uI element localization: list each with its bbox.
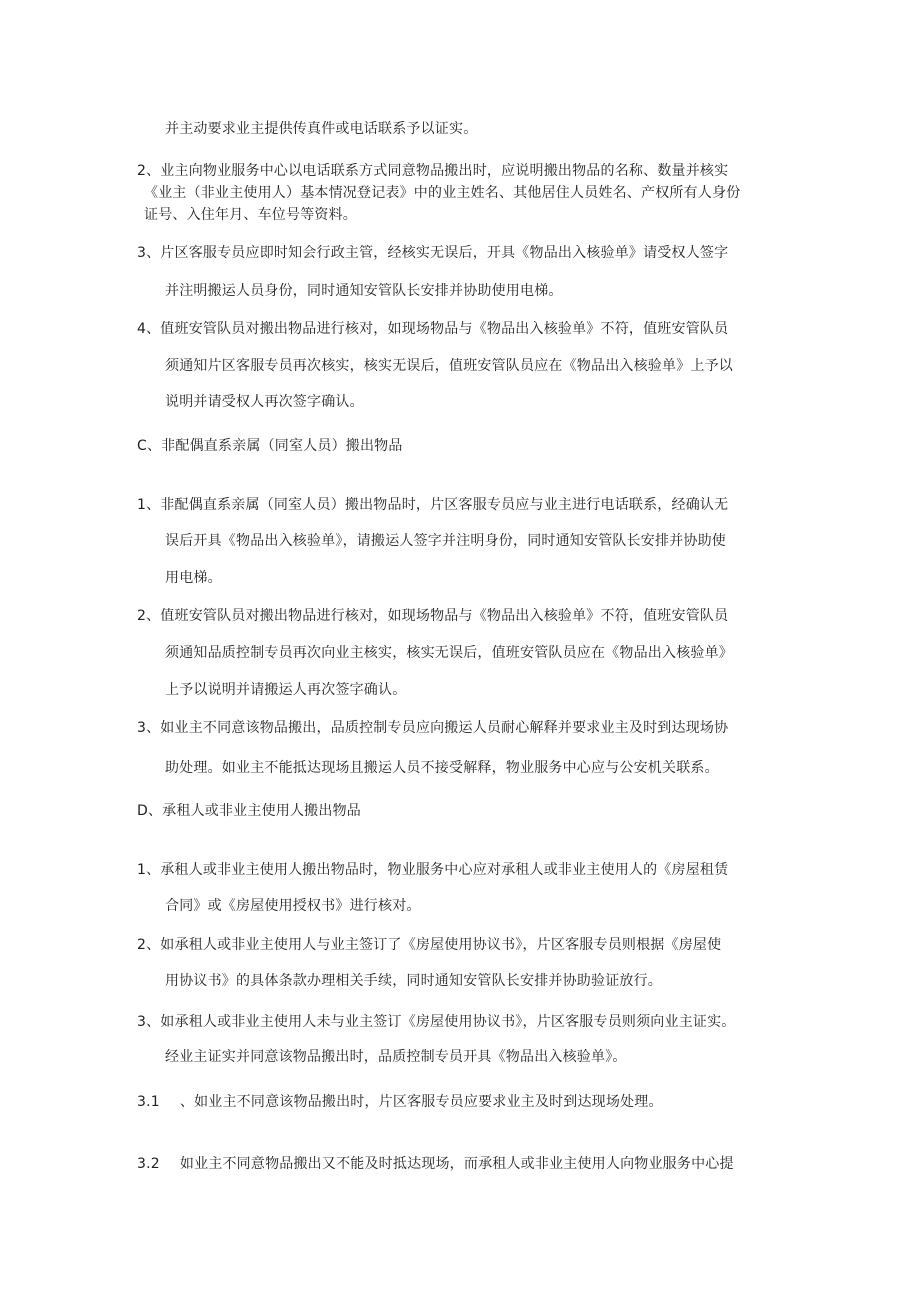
paragraph-line: 并主动要求业主提供传真件或电话联系予以证实。 [165, 121, 478, 137]
item-4-line-3: 说明并请受权人再次签字确认。 [165, 394, 364, 410]
section-d-item-2-line-1: 2、如承租人或非业主使用人与业主签订了《房屋使用协议书》，片区客服专员则根据《房屋使 [137, 937, 722, 953]
section-c-item-3-line-2: 助处理。如业主不能抵达现场且搬运人员不接受解释，物业服务中心应与公安机关联系。 [165, 760, 719, 776]
section-heading-c: C、非配偶直系亲属（同室人员）搬出物品 [137, 438, 403, 454]
item-2-line-2: 《业主（非业主使用人）基本情况登记表》中的业主姓名、其他居住人员姓名、产权所有人身份 [144, 185, 741, 201]
section-c-item-2-line-2: 须通知品质控制专员再次向业主核实，核实无误后，值班安管队员应在《物品出入核验单》 [165, 645, 733, 661]
section-d-item-1-line-2: 合同》或《房屋使用授权书》进行核对。 [165, 898, 421, 914]
subsection-3-1-number: 3.1 [137, 1094, 160, 1110]
section-c-item-2-line-3: 上予以说明并请搬运人再次签字确认。 [165, 682, 407, 698]
section-heading-d: D、承租人或非业主使用人搬出物品 [137, 803, 361, 819]
item-4-line-1: 4、值班安管队员对搬出物品进行核对，如现场物品与《物品出入核验单》不符，值班安管队员 [137, 321, 729, 337]
subsection-3-1-text: 、如业主不同意该物品搬出时，片区客服专员应要求业主及时到达现场处理。 [179, 1094, 663, 1110]
item-2-line-1: 2、业主向物业服务中心以电话联系方式同意物品搬出时，应说明搬出物品的名称、数量并核实 [137, 163, 729, 179]
section-c-item-3-line-1: 3、如业主不同意该物品搬出，品质控制专员应向搬运人员耐心解释并要求业主及时到达现场协 [137, 720, 729, 736]
item-3-line-1: 3、片区客服专员应即时知会行政主管，经核实无误后，开具《物品出入核验单》请受权人签字 [137, 245, 729, 261]
subsection-3-2 [137, 1155, 734, 1173]
item-2-line-3: 证号、入住年月、车位号等资料。 [144, 207, 357, 223]
section-d-item-3-line-1: 3、如承租人或非业主使用人未与业主签订《房屋使用协议书》，片区客服专员则须向业主证实。 [137, 1014, 736, 1030]
section-d-item-1-line-1: 1、承租人或非业主使用人搬出物品时，物业服务中心应对承租人或非业主使用人的《房屋租赁 [137, 862, 729, 878]
section-c-item-2-line-1: 2、值班安管队员对搬出物品进行核对，如现场物品与《物品出入核验单》不符，值班安管队员 [137, 608, 729, 624]
section-c-item-1-line-3: 用电梯。 [165, 570, 222, 586]
section-d-item-3-line-2: 经业主证实并同意该物品搬出时，品质控制专员开具《物品出入核验单》。 [165, 1049, 627, 1065]
section-d-item-2-line-2: 用协议书》的具体条款办理相关手续，同时通知安管队长安排并协助验证放行。 [165, 973, 662, 989]
subsection-3-2-text: 如业主不同意物品搬出又不能及时抵达现场，而承租人或非业主使用人向物业服务中心提 [179, 1156, 734, 1172]
item-4-line-2: 须通知片区客服专员再次核实，核实无误后，值班安管队员应在《物品出入核验单》上予以 [165, 358, 733, 374]
section-c-item-1-line-1: 1、非配偶直系亲属（同室人员）搬出物品时，片区客服专员应与业主进行电话联系，经确认无 [137, 497, 729, 513]
subsection-3-2-number: 3.2 [137, 1156, 160, 1172]
item-3-line-2: 并注明搬运人员身份，同时通知安管队长安排并协助使用电梯。 [165, 283, 563, 299]
section-c-item-1-line-2: 误后开具《物品出入核验单》，请搬运人签字并注明身份，同时通知安管队长安排并协助使 [165, 533, 726, 549]
subsection-3-1 [137, 1093, 663, 1111]
